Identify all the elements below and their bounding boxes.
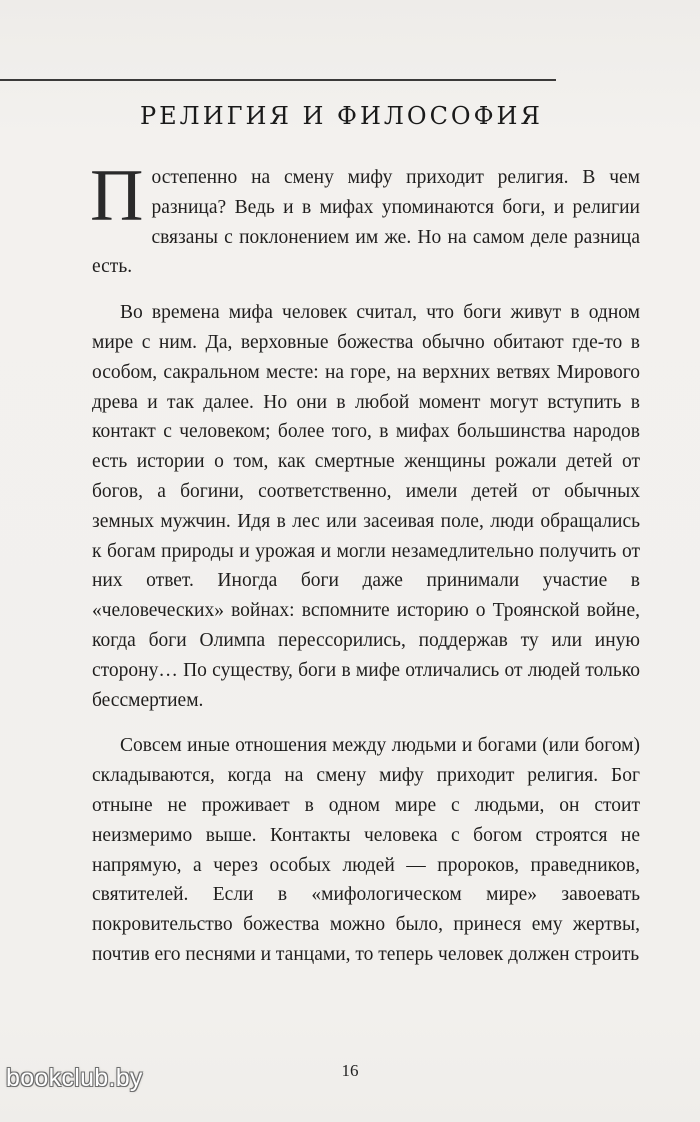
drop-cap-letter: П: [90, 155, 144, 237]
paragraph-3: Совсем иные отношения между людьми и богами (или богом) складываются, когда на смену мифу приходит религия. Бог отныне не проживает в одном мире с людьми, он стоит неизмеримо выше. Контакты человека с богом строятся не напрямую, а через особых людей — пророков, праведников, святителей. Если в «мифологическом мире» завоевать покровительство божества можно было, принеся ему жертвы, почтив его песнями и танцами, то теперь человек должен строить: [92, 735, 640, 965]
body-text: [90, 155, 640, 970]
paragraph-2: Во времена мифа человек считал, что боги живут в одном мире с ним. Да, верховные божества обычно обитают где-то в особом, сакральном месте: на горе, на верхних ветвях Мирового древа и так далее. Но они в любой момент могут вступить в контакт с человеком; более того, в мифах большинства народов есть истории о том, как смертные женщины рожали детей от богов, а богини, соответственно, имели детей от обычных земных мужчин. Идя в лес или засеивая поле, люди обращались к богам природы и урожая и могли незамедлительно получить от них ответ. Иногда боги даже принимали участие в «человеческих» войнах: вспомните историю о Троянской войне, когда боги Олимпа перессорились, поддержав ту или иную сторону… По существу, боги в мифе отличались от людей только бессмертием.: [92, 302, 640, 711]
chapter-title: РЕЛИГИЯ И ФИЛОСОФИЯ: [140, 102, 543, 130]
watermark-logo: bookclub.by: [6, 1064, 143, 1092]
page-number: 16: [341, 1061, 359, 1080]
paragraph-1: [90, 155, 640, 282]
paragraph-1-text: остепенно на смену мифу приходит религия. В чем разница? Ведь и в мифах упоминаются боги, и религии связаны с поклонением им же. Но на самом деле разница есть.: [92, 167, 640, 278]
header-rule: [0, 79, 556, 81]
